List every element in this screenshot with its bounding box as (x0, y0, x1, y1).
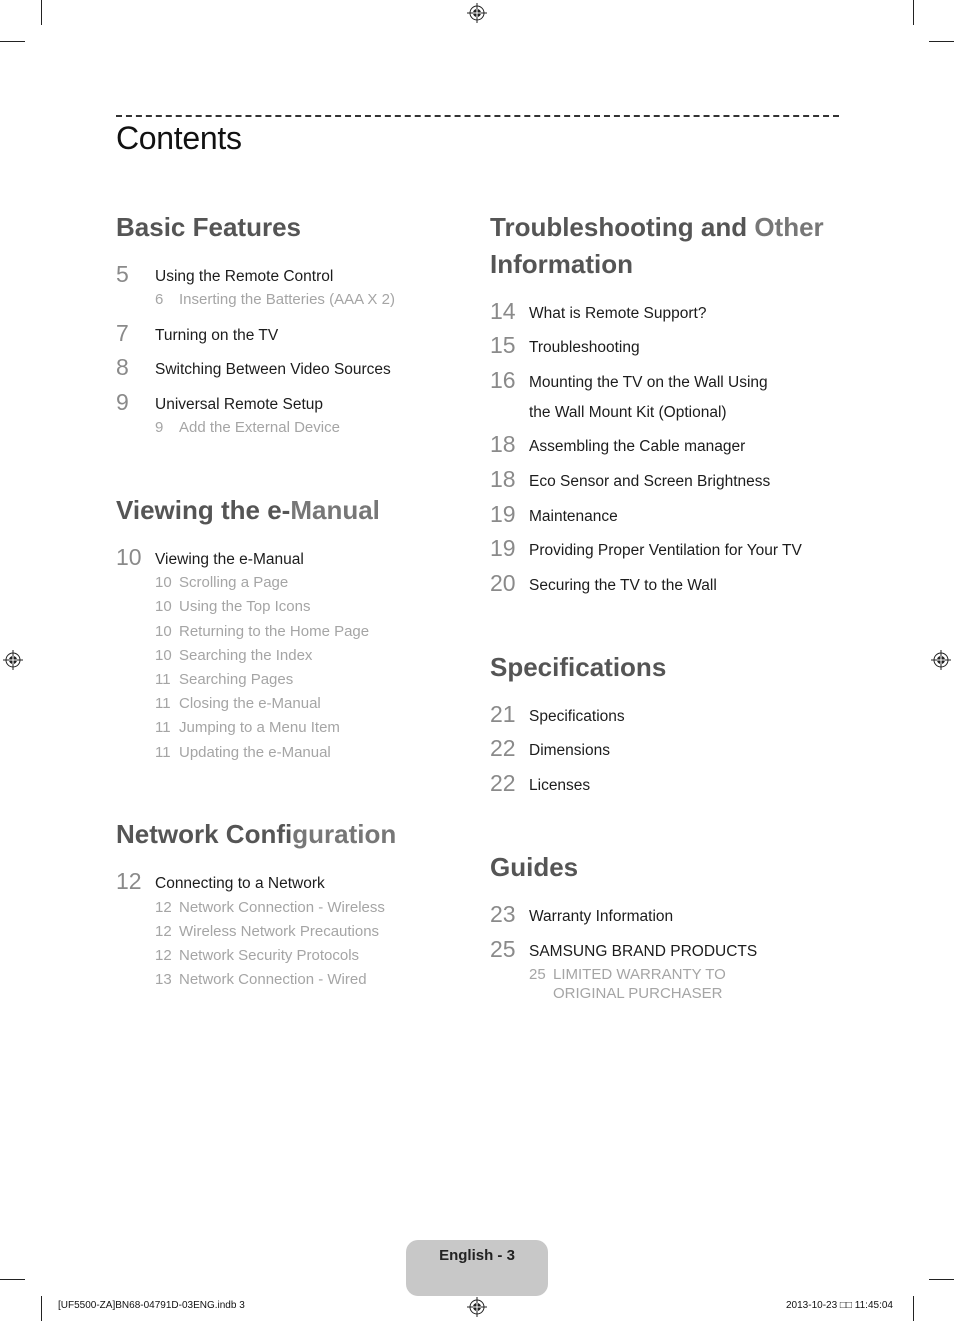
page-number: 11 (155, 719, 171, 736)
page-number: 16 (490, 367, 516, 393)
entry-title: Using the Remote Control (155, 268, 334, 285)
entry-title: Network Connection - Wired (179, 971, 367, 988)
page-number-label: English - 3 (439, 1247, 515, 1264)
entry-title: Universal Remote Setup (155, 396, 323, 413)
page-number: 19 (490, 501, 516, 527)
entry-title: What is Remote Support? (529, 305, 707, 322)
entry-title: Closing the e-Manual (179, 695, 321, 712)
entry-title: SAMSUNG BRAND PRODUCTS (529, 943, 758, 960)
entry-title: Returning to the Home Page (179, 623, 370, 640)
entry-title: Eco Sensor and Screen Brightness (529, 473, 771, 490)
page-number: 25 (529, 966, 546, 983)
entry-title: Searching Pages (179, 671, 294, 688)
entry-title: LIMITED WARRANTY TO (553, 966, 726, 983)
page-number: 20 (490, 570, 516, 596)
entry-title: Dimensions (529, 742, 610, 759)
entry-title: Wireless Network Precautions (179, 923, 380, 940)
toc-subentry[interactable] (155, 671, 293, 688)
entry-title: Switching Between Video Sources (155, 361, 391, 378)
page-number: 13 (155, 971, 172, 988)
toc-subentry[interactable] (155, 647, 312, 664)
page-number: 10 (116, 544, 142, 570)
page-number: 5 (116, 261, 129, 287)
toc-subentry[interactable] (155, 719, 340, 736)
page-number: 11 (155, 695, 171, 712)
section-heading-troubleshooting: Troubleshooting and Other Information (490, 212, 824, 279)
entry-title: Specifications (529, 708, 625, 725)
toc-subentry[interactable] (155, 419, 340, 436)
crop-mark (0, 1279, 25, 1280)
entry-title-continuation: the Wall Mount Kit (Optional) (529, 404, 727, 421)
print-slug-timestamp: 2013-10-23 □□ 11:45:04 (786, 1300, 893, 1311)
crop-mark (913, 1296, 914, 1321)
entry-title: Using the Top Icons (179, 598, 311, 615)
page-number: 14 (490, 298, 516, 324)
section-heading-network-configuration: Network Configuration (116, 819, 397, 849)
entry-title: Inserting the Batteries (AAA X 2) (179, 291, 395, 308)
title-divider (116, 115, 839, 117)
page-number: 10 (155, 623, 172, 640)
page-number: 10 (155, 647, 172, 664)
page-number: 19 (490, 535, 516, 561)
toc-subentry[interactable] (155, 623, 369, 640)
toc-subentry[interactable] (155, 695, 321, 712)
section-heading-guides: Guides (490, 852, 579, 882)
entry-title: Warranty Information (529, 908, 674, 925)
entry-title: Add the External Device (179, 419, 340, 436)
page-number: 11 (155, 744, 171, 761)
page-number: 15 (490, 332, 516, 358)
toc-subentry[interactable] (155, 574, 288, 591)
entry-title: Viewing the e-Manual (155, 551, 304, 568)
entry-title: Network Connection - Wireless (179, 899, 385, 916)
page-number: 12 (155, 947, 172, 964)
page-number: 23 (490, 901, 516, 927)
toc-subentry[interactable] (155, 598, 310, 615)
toc-subentry[interactable] (529, 966, 726, 983)
registration-mark-icon (931, 650, 951, 670)
toc-subentry[interactable] (155, 899, 385, 916)
toc-subentry-continuation: ORIGINAL PURCHASER (553, 985, 723, 1002)
entry-title: Scrolling a Page (179, 574, 289, 591)
page-number: 12 (155, 899, 172, 916)
page-title: Contents (116, 120, 242, 156)
toc-subentry[interactable] (155, 947, 359, 964)
page-number: 10 (155, 598, 172, 615)
page-number: 18 (490, 431, 516, 457)
page-number: 10 (155, 574, 172, 591)
crop-mark (913, 0, 914, 25)
toc-subentry[interactable] (155, 923, 379, 940)
page-number: 25 (490, 936, 516, 962)
toc-subentry[interactable] (155, 971, 367, 988)
section-heading-specifications: Specifications (490, 652, 667, 682)
page-number: 12 (155, 923, 172, 940)
section-heading-viewing-e-manual: Viewing the e-Manual (116, 495, 380, 525)
registration-mark-icon (3, 650, 23, 670)
page-number: 11 (155, 671, 171, 688)
page-number: 22 (490, 770, 516, 796)
crop-mark (929, 1279, 954, 1280)
entry-title: Turning on the TV (155, 327, 279, 344)
entry-title: Assembling the Cable manager (529, 438, 746, 455)
print-slug-file: [UF5500-ZA]BN68-04791D-03ENG.indb 3 (58, 1300, 245, 1311)
entry-title: Network Security Protocols (179, 947, 360, 964)
page-number: 9 (155, 419, 164, 436)
entry-title: Mounting the TV on the Wall Using (529, 374, 768, 391)
page-number: 7 (116, 320, 129, 346)
page-number: 21 (490, 701, 516, 727)
crop-mark (0, 41, 25, 42)
section-heading-basic-features: Basic Features (116, 212, 301, 242)
page-number: 22 (490, 735, 516, 761)
entry-title: Jumping to a Menu Item (179, 719, 340, 736)
crop-mark (41, 1296, 42, 1321)
entry-title: Maintenance (529, 508, 618, 525)
page-number: 18 (490, 466, 516, 492)
entry-title: Licenses (529, 777, 591, 794)
registration-mark-icon (467, 1297, 487, 1317)
entry-title: Securing the TV to the Wall (529, 577, 717, 594)
entry-title: Searching the Index (179, 647, 313, 664)
toc-subentry[interactable] (155, 291, 395, 308)
registration-mark-icon (467, 3, 487, 23)
page-number: 12 (116, 868, 142, 894)
crop-mark (41, 0, 42, 25)
crop-mark (929, 41, 954, 42)
page-number: 8 (116, 354, 129, 380)
entry-title: Updating the e-Manual (179, 744, 331, 761)
toc-subentry[interactable] (155, 744, 331, 761)
entry-title: Troubleshooting (529, 339, 640, 356)
page-number: 6 (155, 291, 164, 308)
page-number: 9 (116, 389, 129, 415)
entry-title: Connecting to a Network (155, 875, 325, 892)
entry-title: Providing Proper Ventilation for Your TV (529, 542, 802, 559)
